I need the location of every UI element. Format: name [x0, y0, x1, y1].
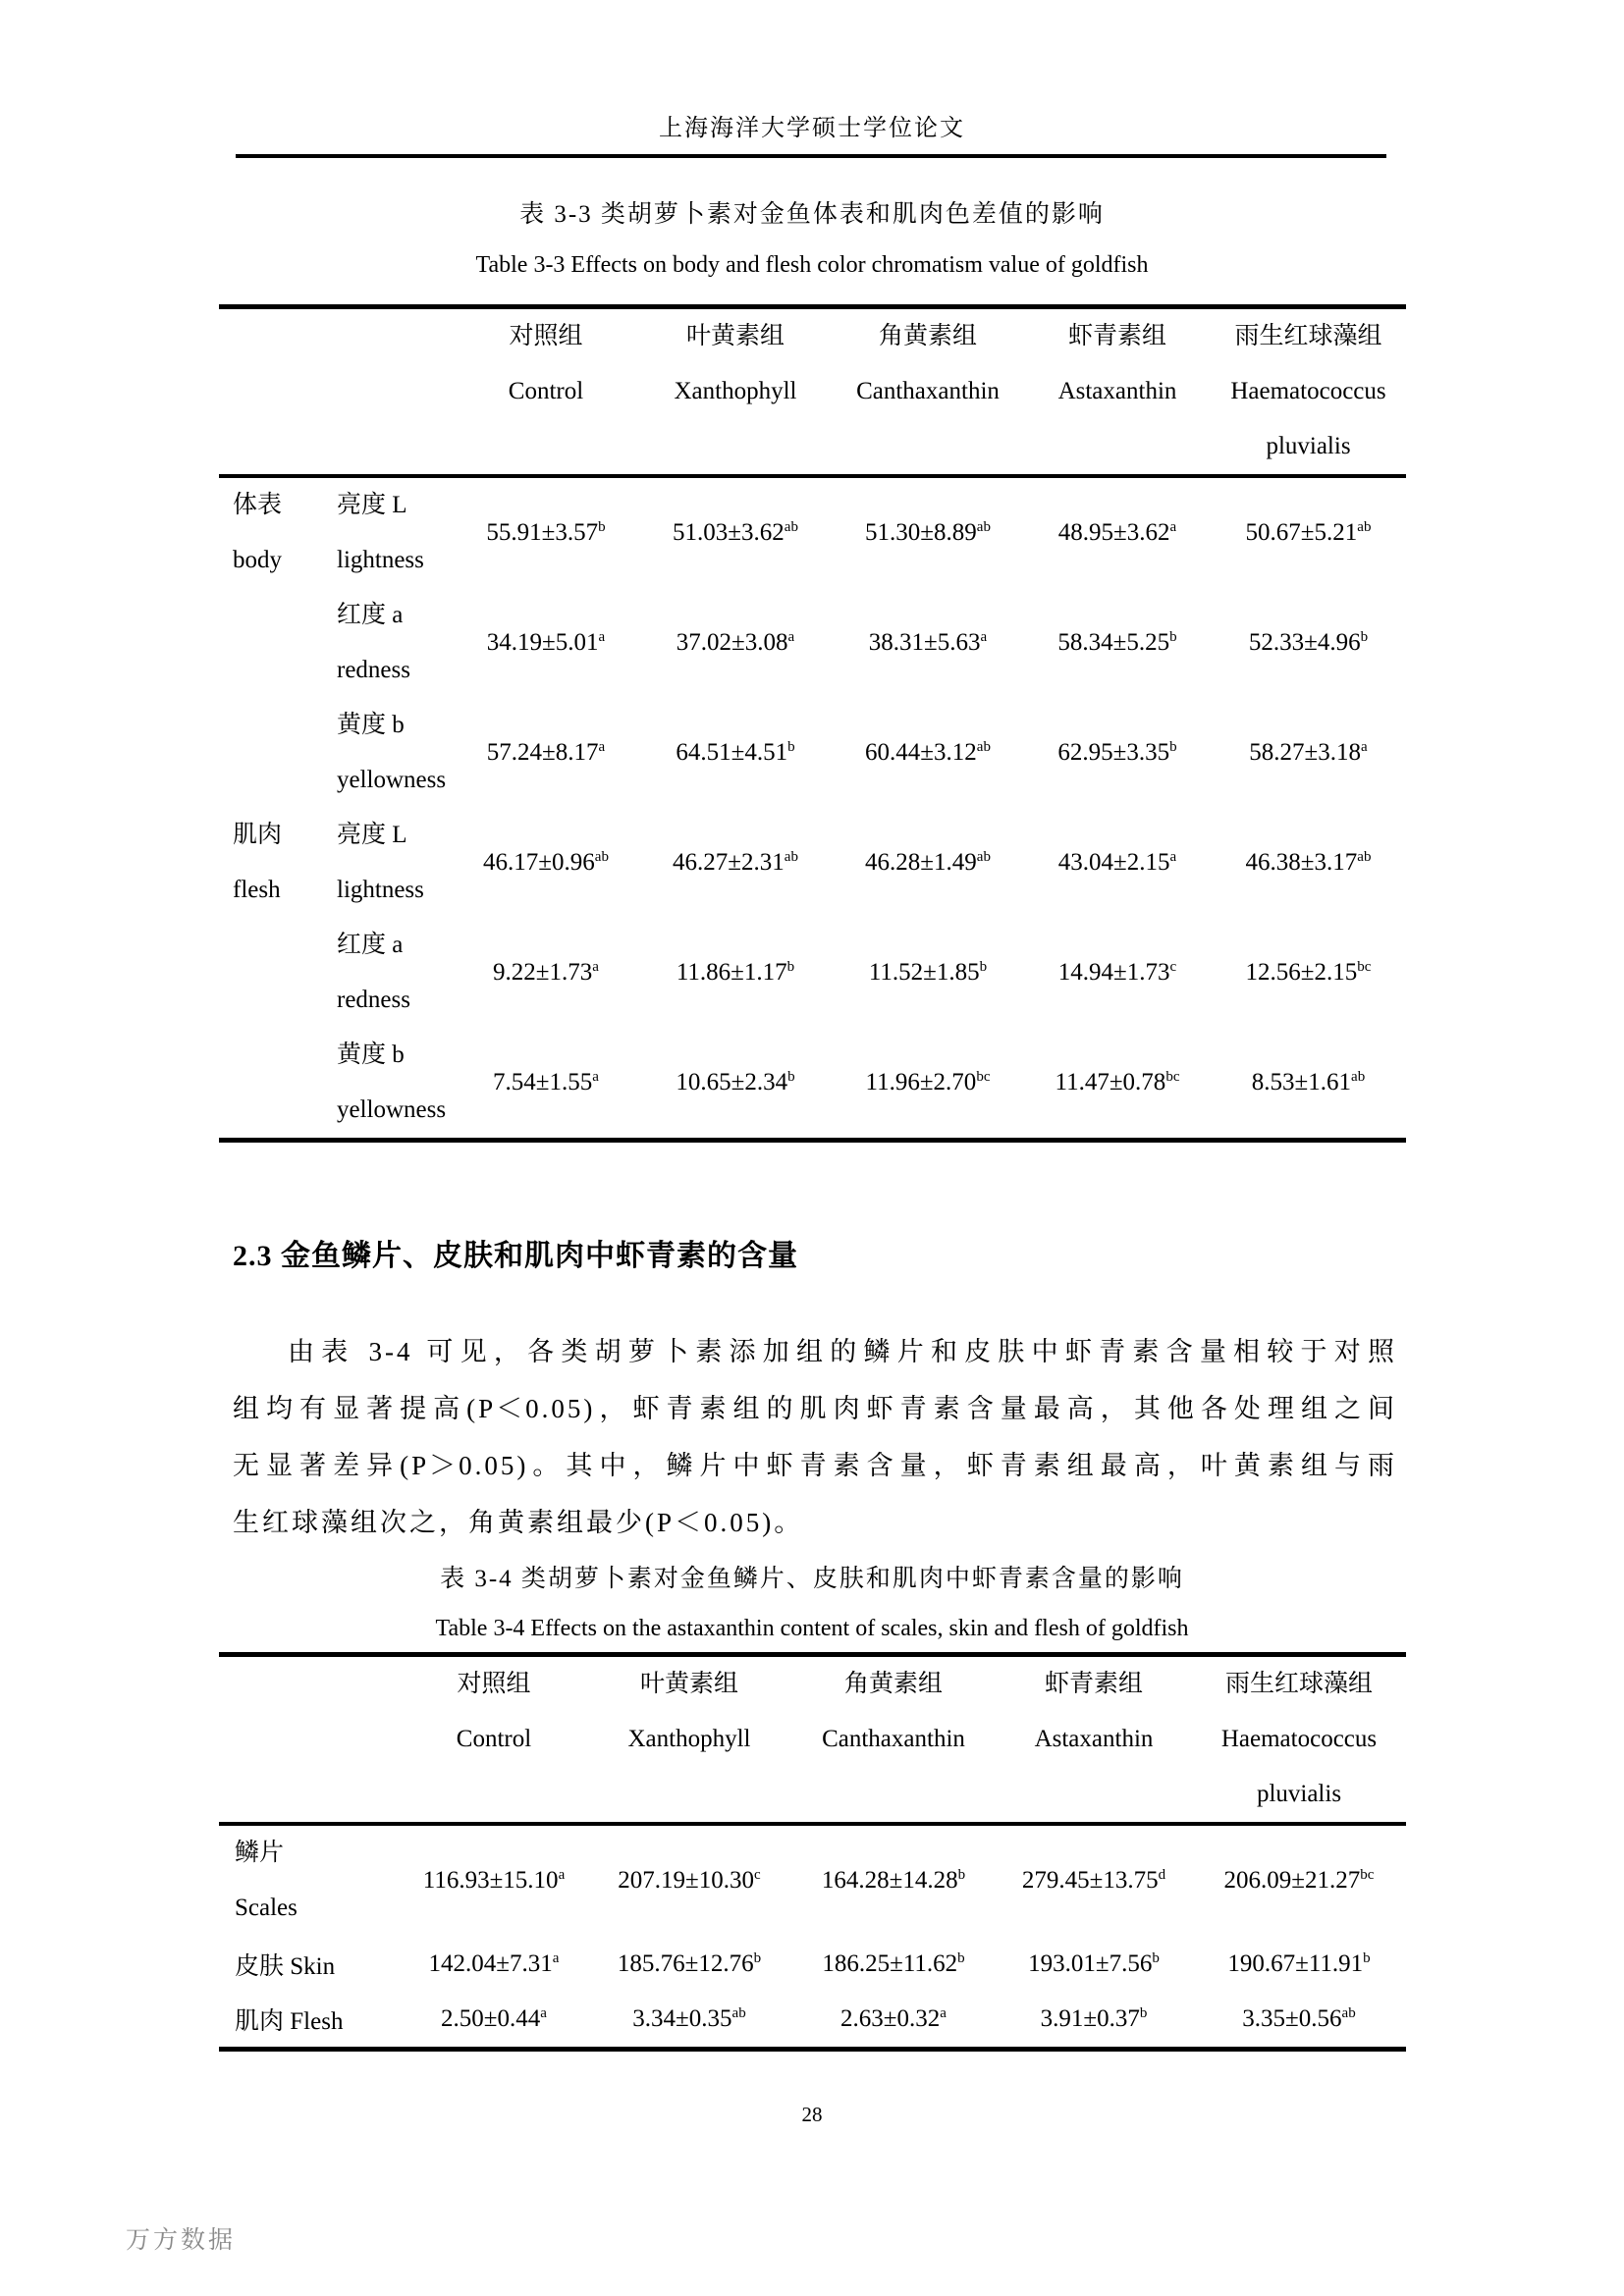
column-header-en2 [401, 1767, 587, 1822]
table-row [219, 808, 1406, 918]
sig-superscript: ab [1341, 2004, 1356, 2021]
group-label-zh: 体表 [233, 492, 283, 518]
column-header-zh: 角黄素组 [878, 323, 977, 349]
sig-superscript: bc [976, 1069, 991, 1085]
table-3-3-header-row [219, 307, 1406, 477]
value-cell: 9.22±1.73$^a$ [493, 959, 599, 986]
paragraph-line: 由表 3-4 可见，各类胡萝卜素添加组的鳞片和皮肤中虾青素含量相较于对照 [288, 1337, 1397, 1366]
group-label-en: flesh [233, 877, 281, 903]
sig-superscript: b [1169, 739, 1177, 755]
sig-superscript: b [787, 1069, 795, 1085]
column-header-canthaxanthin [791, 1655, 996, 1825]
value-cell: 46.27±2.31$^{ab}$ [673, 849, 798, 876]
column-header-haematococcus [1192, 1655, 1406, 1825]
column-header-zh: 雨生红球藻组 [1234, 323, 1382, 349]
column-header-zh: 角黄素组 [843, 1671, 943, 1697]
column-header-en2 [832, 419, 1024, 474]
sig-superscript: a [598, 629, 606, 645]
value-cell: 57.24±8.17$^a$ [486, 739, 606, 766]
metric-label-zh: 亮度 L [337, 822, 407, 848]
table-row [219, 918, 1406, 1028]
value-cell: 34.19±5.01$^a$ [486, 629, 606, 656]
column-header-en: Haematococcus [1230, 378, 1386, 404]
header-empty-cell [219, 307, 453, 477]
metric-label-en: lightness [337, 547, 424, 573]
metric-label-zh: 红度 a [337, 602, 404, 628]
value-cell: 164.28±14.28$^b$ [821, 1867, 966, 1894]
value-cell: 12.56±2.15$^{bc}$ [1245, 959, 1372, 986]
value-cell: 50.67±5.21$^{ab}$ [1245, 519, 1372, 546]
wanfang-watermark: 万方数据 [126, 2227, 237, 2254]
value-cell: 2.50±0.44$^a$ [441, 2004, 547, 2032]
value-cell: 60.44±3.12$^{ab}$ [865, 739, 991, 766]
row-group-flesh [219, 808, 307, 1141]
metric-redness [307, 588, 453, 698]
value-cell: 190.67±11.91$^b$ [1227, 1949, 1371, 1977]
column-header-en2 [587, 1767, 791, 1822]
column-header-en2: pluvialis [1256, 1781, 1342, 1807]
value-cell: 279.45±13.75$^d$ [1021, 1867, 1166, 1894]
table-row [219, 698, 1406, 808]
paragraph-line: 无显著差异(P＞0.05)。其中，鳞片中虾青素含量，虾青素组最高，叶黄素组与雨 [233, 1451, 1397, 1480]
sig-superscript: c [754, 1867, 761, 1883]
value-cell: 11.96±2.70$^{bc}$ [865, 1069, 991, 1095]
group-label-en: body [233, 547, 282, 573]
sig-superscript: ab [976, 849, 991, 865]
value-cell: 11.52±1.85$^b$ [868, 959, 988, 986]
column-header-en: Haematococcus [1220, 1726, 1378, 1752]
sig-superscript: ab [594, 849, 609, 865]
column-header-en2 [996, 1767, 1192, 1822]
column-header-zh: 虾青素组 [1067, 323, 1166, 349]
value-cell: 48.95±3.62$^a$ [1057, 519, 1177, 546]
sig-superscript: a [540, 2004, 547, 2021]
column-header-en: Astaxanthin [1057, 378, 1177, 404]
sig-superscript: a [940, 2004, 947, 2021]
sig-superscript: b [1139, 2004, 1148, 2021]
header-empty-cell [219, 1655, 401, 1825]
table-row [219, 588, 1406, 698]
column-header-zh: 虾青素组 [1044, 1671, 1143, 1697]
value-cell: 46.38±3.17$^{ab}$ [1245, 849, 1372, 876]
sig-superscript: a [592, 1069, 599, 1085]
sig-superscript: a [980, 629, 988, 645]
column-header-en2: pluvialis [1266, 433, 1351, 459]
value-cell: 116.93±15.10$^a$ [422, 1867, 566, 1894]
value-cell: 14.94±1.73$^c$ [1057, 959, 1177, 986]
value-cell: 3.34±0.35$^{ab}$ [632, 2004, 746, 2032]
column-header-en: Astaxanthin [1034, 1726, 1154, 1752]
sig-superscript: a [1169, 519, 1177, 535]
sig-superscript: ab [976, 739, 991, 755]
sig-superscript: bc [1360, 1867, 1375, 1883]
column-header-haematococcus [1211, 307, 1406, 477]
sig-superscript: a [592, 959, 599, 975]
table-3-4-caption-zh: 表 3-4 类胡萝卜素对金鱼鳞片、皮肤和肌肉中虾青素含量的影响 [440, 1566, 1184, 1592]
value-cell: 55.91±3.57$^b$ [486, 519, 606, 546]
value-cell: 142.04±7.31$^a$ [428, 1949, 560, 1977]
column-header-en2 [1024, 419, 1211, 474]
value-cell: 46.28±1.49$^{ab}$ [865, 849, 991, 876]
row-label-en: Scales [235, 1895, 298, 1921]
value-cell: 38.31±5.63$^a$ [868, 629, 988, 656]
column-header-zh: 雨生红球藻组 [1224, 1671, 1373, 1697]
value-cell: 2.63±0.32$^a$ [840, 2004, 947, 2032]
column-header-xanthophyll [587, 1655, 791, 1825]
table-3-3-caption-en: Table 3-3 Effects on body and flesh color chromatism value of goldfish [475, 252, 1149, 278]
value-cell: 8.53±1.61$^{ab}$ [1251, 1069, 1366, 1095]
column-header-control [453, 307, 639, 477]
table-3-4-header-row [219, 1655, 1406, 1825]
value-cell: 185.76±12.76$^b$ [617, 1949, 762, 1977]
sig-superscript: ab [784, 849, 798, 865]
value-cell: 58.27±3.18$^a$ [1249, 739, 1368, 766]
sig-superscript: b [957, 1867, 966, 1883]
table-row-skin [219, 1936, 1406, 1992]
value-cell: 11.47±0.78$^{bc}$ [1055, 1069, 1180, 1095]
row-label-zh: 鳞片 [235, 1840, 285, 1866]
value-cell: 10.65±2.34$^b$ [676, 1069, 795, 1095]
sig-superscript: c [1169, 959, 1177, 975]
column-header-zh: 对照组 [457, 1671, 531, 1697]
sig-superscript: ab [731, 2004, 746, 2021]
value-cell: 43.04±2.15$^a$ [1057, 849, 1177, 876]
column-header-xanthophyll [639, 307, 832, 477]
value-cell: 193.01±7.56$^b$ [1028, 1949, 1160, 1977]
value-cell: 64.51±4.51$^b$ [676, 739, 795, 766]
column-header-zh: 叶黄素组 [685, 323, 785, 349]
value-cell: 11.86±1.17$^b$ [676, 959, 795, 986]
metric-yellowness [307, 698, 453, 808]
sig-superscript: a [787, 629, 795, 645]
metric-yellowness [307, 1028, 453, 1141]
column-header-en: Xanthophyll [674, 378, 797, 404]
table-3-4-caption-en: Table 3-4 Effects on the astaxanthin content of scales, skin and flesh of goldfish [435, 1616, 1189, 1641]
table-3-3-caption-zh: 表 3-3 类胡萝卜素对金鱼体表和肌肉色差值的影响 [519, 201, 1105, 228]
row-label-scales [219, 1824, 401, 1936]
sig-superscript: ab [1357, 849, 1372, 865]
sig-superscript: ab [976, 519, 991, 535]
body-paragraph [233, 1323, 1397, 1551]
column-header-en2 [639, 419, 832, 474]
header-rule [236, 154, 1386, 158]
table-3-4 [219, 1652, 1406, 2052]
table-row [219, 476, 1406, 588]
column-header-en: Canthaxanthin [856, 378, 1000, 404]
table-row-scales [219, 1824, 1406, 1936]
sig-superscript: b [1169, 629, 1177, 645]
table-row-flesh [219, 1992, 1406, 2049]
metric-label-zh: 红度 a [337, 932, 404, 958]
sig-superscript: a [1361, 739, 1368, 755]
metric-label-en: redness [337, 987, 410, 1013]
sig-superscript: d [1158, 1867, 1166, 1883]
column-header-en2 [453, 419, 639, 474]
sig-superscript: a [552, 1949, 560, 1966]
sig-superscript: a [558, 1867, 566, 1883]
page-number: 28 [801, 2103, 823, 2126]
row-label-flesh: 肌肉 Flesh [235, 2007, 344, 2035]
metric-label-en: lightness [337, 877, 424, 903]
sig-superscript: bc [1357, 959, 1372, 975]
section-heading: 2.3 金鱼鳞片、皮肤和肌肉中虾青素的含量 [233, 1240, 798, 1272]
metric-label-en: yellowness [337, 1096, 447, 1123]
table-3-3 [219, 304, 1406, 1143]
value-cell: 46.17±0.96$^{ab}$ [483, 849, 609, 876]
value-cell: 7.54±1.55$^a$ [493, 1069, 599, 1095]
sig-superscript: b [1363, 1949, 1371, 1966]
column-header-en: Xanthophyll [627, 1726, 751, 1752]
column-header-astaxanthin [1024, 307, 1211, 477]
value-cell: 37.02±3.08$^a$ [676, 629, 795, 656]
value-cell: 3.35±0.56$^{ab}$ [1242, 2004, 1356, 2032]
paragraph-line: 生红球藻组次之，角黄素组最少(P＜0.05)。 [233, 1508, 804, 1537]
value-cell: 206.09±21.27$^{bc}$ [1223, 1867, 1375, 1894]
row-label-skin: 皮肤 Skin [235, 1952, 336, 1980]
sig-superscript: b [979, 959, 988, 975]
sig-superscript: b [1360, 629, 1369, 645]
metric-lightness [307, 476, 453, 588]
column-header-en2 [791, 1767, 996, 1822]
metric-label-en: yellowness [337, 767, 447, 793]
column-header-astaxanthin [996, 1655, 1192, 1825]
column-header-control [401, 1655, 587, 1825]
value-cell: 62.95±3.35$^b$ [1057, 739, 1177, 766]
table-row [219, 1028, 1406, 1141]
running-head: 上海海洋大学硕士学位论文 [659, 116, 965, 141]
column-header-en: Control [456, 1726, 532, 1752]
sig-superscript: b [957, 1949, 965, 1966]
column-header-canthaxanthin [832, 307, 1024, 477]
metric-lightness [307, 808, 453, 918]
sig-superscript: b [1152, 1949, 1160, 1966]
value-cell: 186.25±11.62$^b$ [822, 1949, 965, 1977]
sig-superscript: b [753, 1949, 762, 1966]
value-cell: 51.30±8.89$^{ab}$ [865, 519, 991, 546]
value-cell: 207.19±10.30$^c$ [618, 1867, 761, 1894]
row-group-body [219, 476, 307, 808]
sig-superscript: b [786, 959, 795, 975]
sig-superscript: ab [1351, 1069, 1366, 1085]
value-cell: 58.34±5.25$^b$ [1057, 629, 1177, 656]
sig-superscript: b [598, 519, 606, 535]
column-header-zh: 对照组 [509, 323, 583, 349]
value-cell: 52.33±4.96$^b$ [1248, 629, 1369, 656]
paragraph-line: 组均有显著提高(P＜0.05)，虾青素组的肌肉虾青素含量最高，其他各处理组之间 [233, 1394, 1397, 1423]
sig-superscript: ab [1357, 519, 1372, 535]
metric-label-zh: 亮度 L [337, 492, 407, 518]
group-label-zh: 肌肉 [233, 822, 283, 848]
sig-superscript: a [598, 739, 606, 755]
value-cell: 3.91±0.37$^b$ [1040, 2004, 1148, 2032]
sig-superscript: b [787, 739, 795, 755]
value-cell: 51.03±3.62$^{ab}$ [673, 519, 798, 546]
column-header-zh: 叶黄素组 [639, 1671, 738, 1697]
metric-label-zh: 黄度 b [337, 712, 405, 738]
metric-label-zh: 黄度 b [337, 1041, 405, 1068]
sig-superscript: bc [1165, 1069, 1180, 1085]
sig-superscript: ab [784, 519, 798, 535]
metric-redness [307, 918, 453, 1028]
column-header-en: Canthaxanthin [822, 1726, 965, 1752]
sig-superscript: a [1169, 849, 1177, 865]
column-header-en: Control [508, 378, 584, 404]
metric-label-en: redness [337, 657, 410, 683]
